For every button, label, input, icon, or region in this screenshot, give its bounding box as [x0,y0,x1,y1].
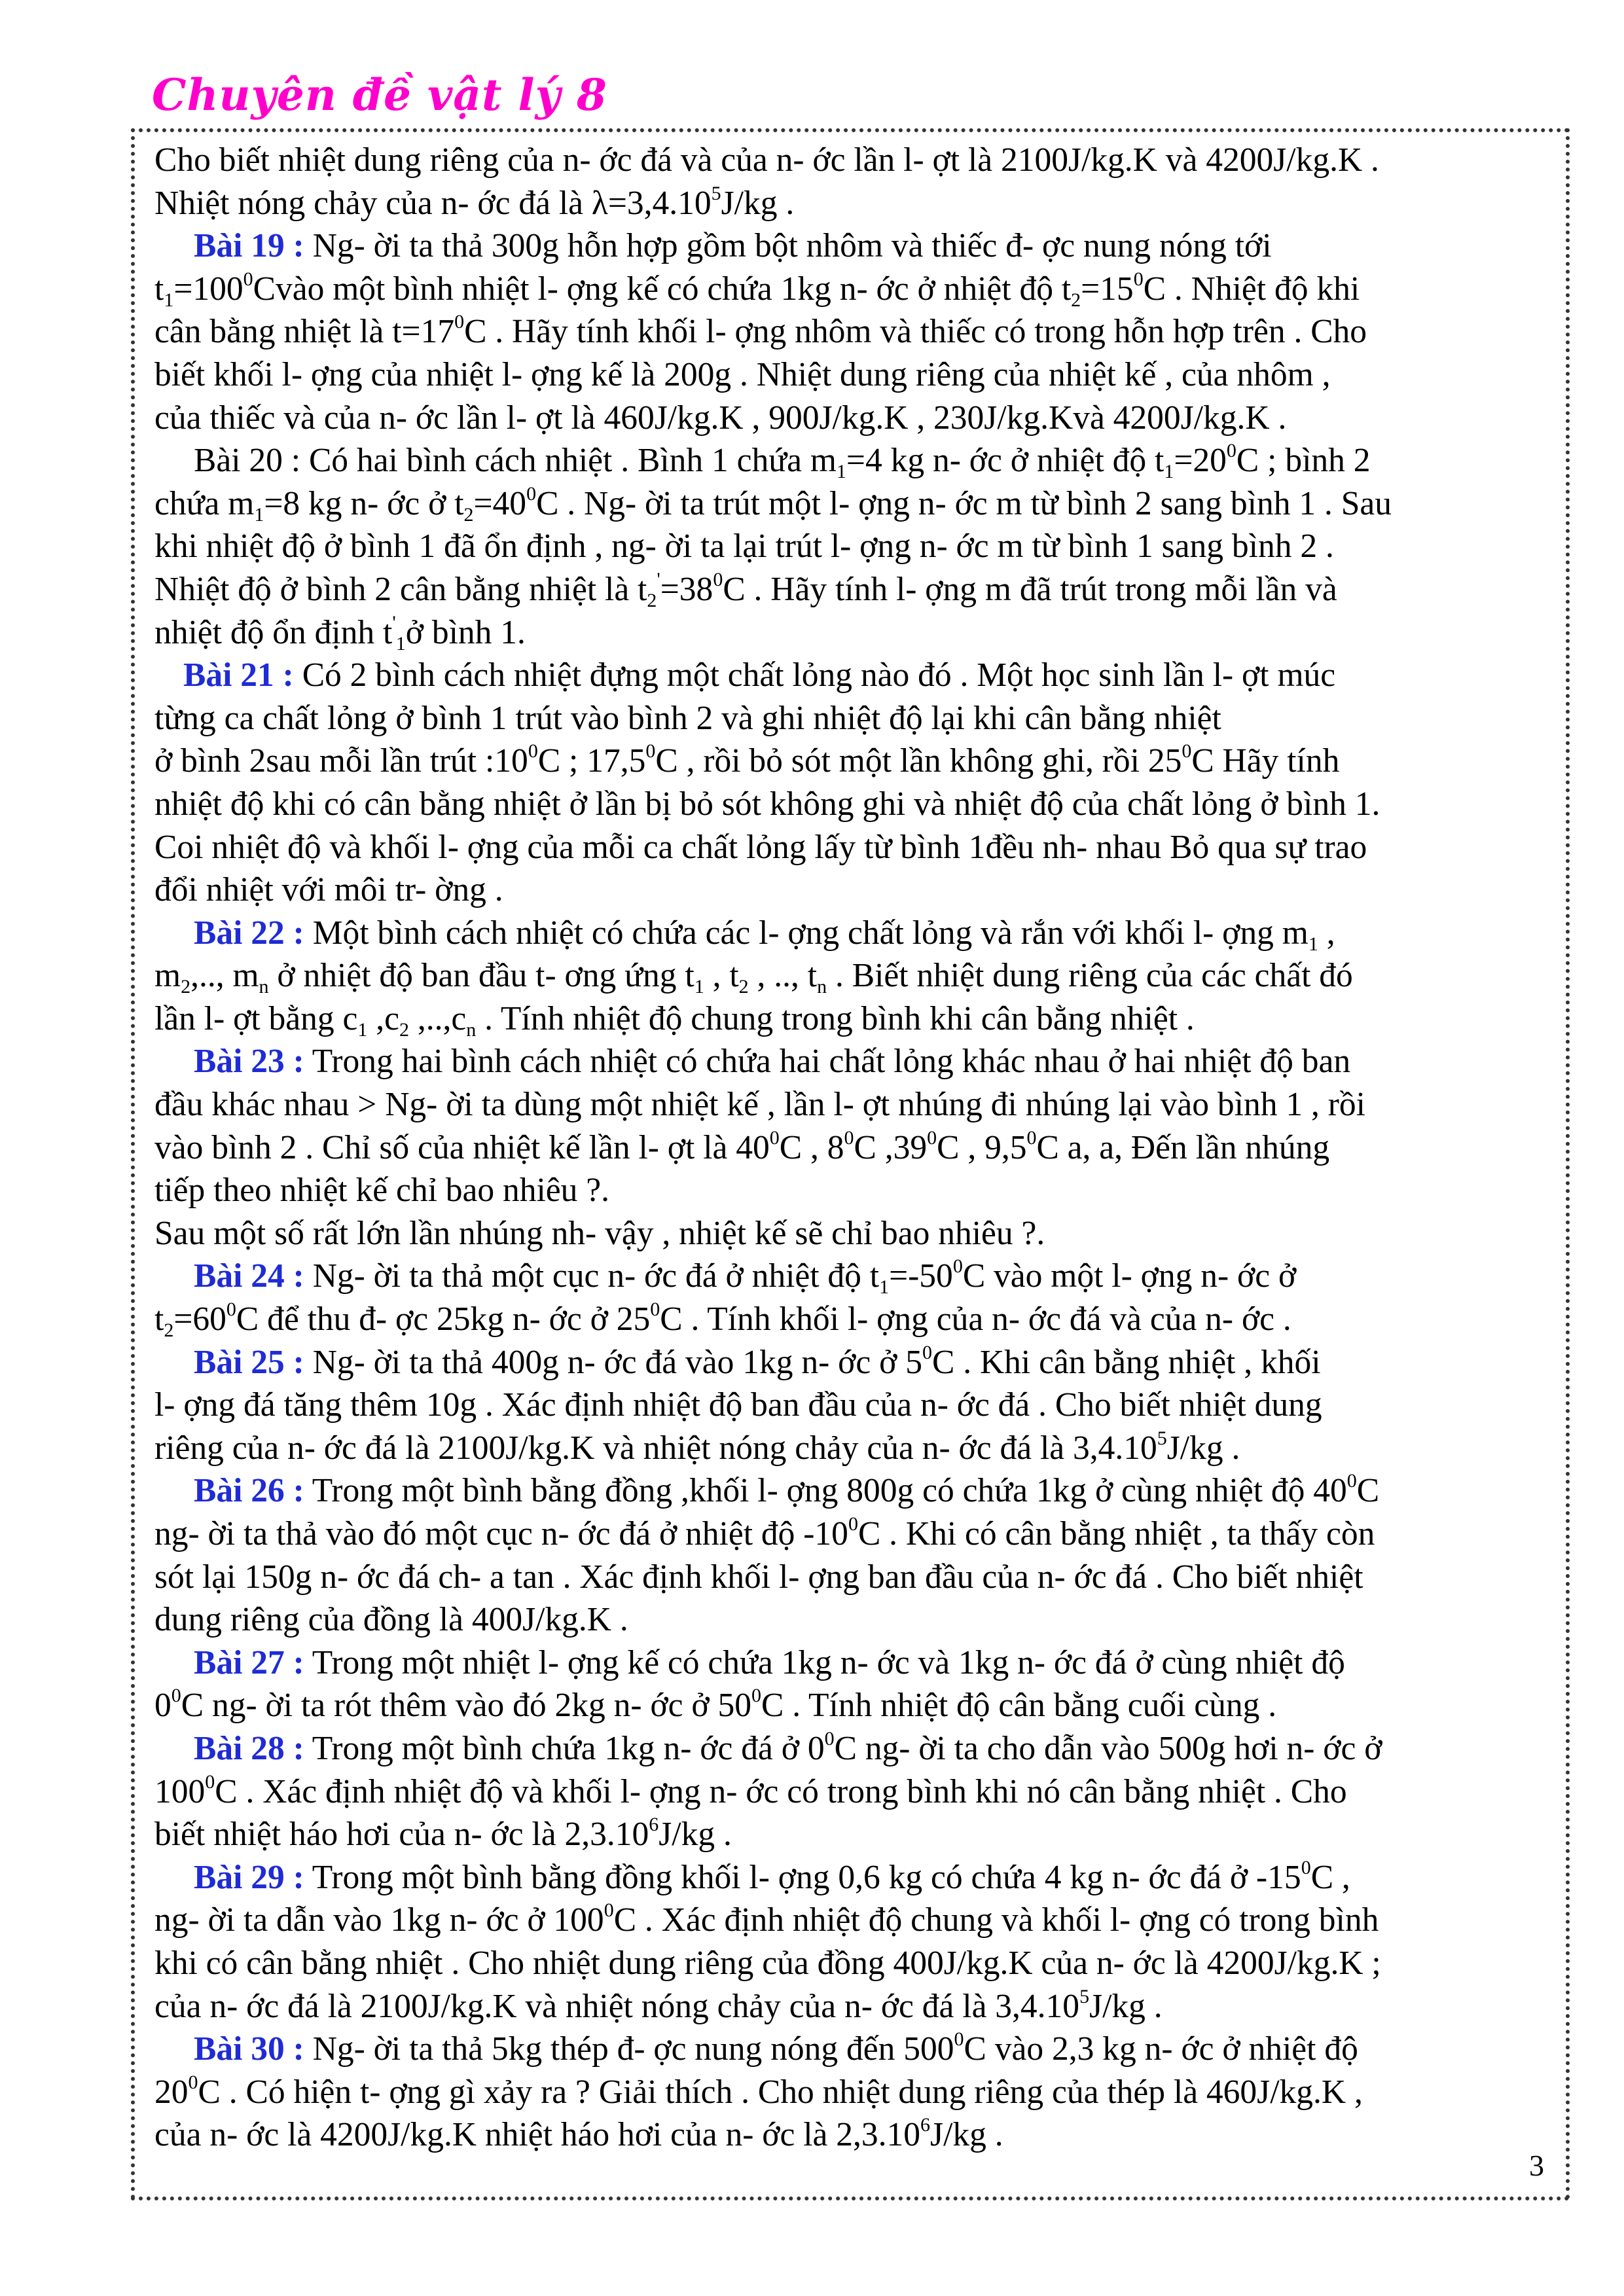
text-line [154,1985,1555,2028]
line-text: của n- ớc là 4200J/kg.K nhiệt háo hơi của n- ớc là 2,3.10$^6$J/kg . [154,2114,1003,2154]
line-text: $t_2=60^0C$ để thu đ- ợc 25kg n- ớc ở $25^0C$ . Tính khối l- ợng của n- ớc đá và của n- ớc . [154,1299,1291,1342]
line-text: nhiệt độ khi có cân bằng nhiệt ở lần bị bỏ sót không ghi và nhiệt độ của chất lỏng ở bình 1. [154,785,1380,823]
line-text: Ng- ời ta thả 5kg thép đ- ợc nung nóng đến $500^0C$ vào 2,3 kg n- ớc ở nhiệt độ [304,2028,1358,2068]
line-text: khi nhiệt độ ở bình 1 đã ổn định , ng- ời ta lại trút l- ợng n- ớc m từ bình 1 sang bình 2 . [154,528,1334,565]
text-line [154,1298,1555,1341]
line-text: Trong một nhiệt l- ợng kế có chứa 1kg n- ớc và 1kg n- ớc đá ở cùng nhiệt độ [304,1643,1345,1681]
exercise-label: Bài 24 : [194,1257,304,1295]
text-line [154,954,1555,997]
line-text: đầu khác nhau > Ng- ời ta dùng một nhiệt kế , lần l- ợt nhúng đi nhúng lại vào bình 1 , rồi [154,1086,1365,1124]
text-line [154,912,1555,955]
text-line [154,1727,1555,1770]
line-text: ng- ời ta thả vào đó một cục n- ớc đá ở nhiệt độ $-10^0C$ . Khi có cân bằng nhiệt , ta thấy còn [154,1513,1375,1552]
text-line [154,1813,1555,1856]
line-text: Ng- ời ta thả một cục n- ớc đá ở nhiệt độ $t_1=-50^0C$ vào một l- ợng n- ớc ở [304,1255,1297,1299]
text-line [154,353,1555,397]
text-line [154,826,1555,869]
text-line [154,397,1555,440]
page-number: 3 [1529,2149,1544,2182]
text-line [154,997,1555,1041]
exercise-label: Bài 23 : [194,1043,304,1081]
text-line [154,654,1555,697]
line-text: Ng- ời ta thả 300g hỗn hợp gồm bột nhôm và thiếc đ- ợc nung nóng tới [304,227,1272,265]
text-line [154,482,1555,526]
text-line [154,1899,1555,1942]
line-text: $100^0C$ . Xác định nhiệt độ và khối l- ợng n- ớc có trong bình khi nó cân bằng nhiệt . Cho [154,1770,1347,1810]
exercise-label: Bài 25 : [194,1343,304,1381]
line-text: Trong hai bình cách nhiệt có chứa hai chất lỏng khác nhau ở hai nhiệt độ ban [304,1043,1351,1081]
text-line [154,2113,1555,2157]
text-line [154,1169,1555,1212]
text-line [154,2028,1555,2071]
exercise-label: Bài 19 : [194,227,304,265]
line-text: Cho biết nhiệt dung riêng của n- ớc đá và của n- ớc lần l- ợt là 2100J/kg.K và 4200J/kg.K . [154,141,1379,179]
text-line [154,224,1555,268]
line-text: biết nhiệt háo hơi của n- ớc là 2,3.10$^6$J/kg . [154,1814,732,1854]
line-text: dung riêng của đồng là 400J/kg.K . [154,1601,628,1639]
text-line [154,310,1555,353]
text-line [154,1556,1555,1599]
text-line [154,740,1555,783]
line-text: $m_2$,.., $m_n$ ở nhiệt độ ban đầu t- ơng ứng $t_1$ , $t_2$ , .., $t_n$ . Biết nhiệt dung riêng của các chất đó [154,957,1353,998]
text-line [154,439,1555,482]
text-line [154,1598,1555,1641]
line-text: vào bình 2 . Chỉ số của nhiệt kế lần l- ợt là $40^0C$ , $8^0C$ $,39^0C$ , $9,5^0C$ a, a, Đến lần nhúng [154,1126,1330,1166]
exercise-label: Bài 22 : [194,914,304,952]
line-text: cân bằng nhiệt là $t=17^0C$ . Hãy tính khối l- ợng nhôm và thiếc có trong hỗn hợp trên . Cho [154,311,1367,351]
line-text: Trong một bình bằng đồng ,khối l- ợng 800g có chứa 1kg ở cùng nhiệt độ $40^0C$ [304,1470,1380,1510]
line-text: tiếp theo nhiệt kế chỉ bao nhiêu ?. [154,1172,610,1210]
line-text: đổi nhiệt với môi tr- ờng . [154,871,503,909]
line-text: $0^0C$ ng- ời ta rót thêm vào đó 2kg n- ớc ở $50^0C$ . Tính nhiệt độ cân bằng cuối cùng . [154,1685,1277,1725]
line-text: $20^0C$ . Có hiện t- ợng gì xảy ra ? Giải thích . Cho nhiệt dung riêng của thép là 460J/kg.K , [154,2071,1363,2111]
line-text: khi có cân bằng nhiệt . Cho nhiệt dung riêng của đồng 400J/kg.K của n- ớc là 4200J/kg.K ; [154,1944,1381,1982]
text-line [154,1384,1555,1427]
line-text: Coi nhiệt độ và khối l- ợng của mỗi ca chất lỏng lấy từ bình 1đều nh- nhau Bỏ qua sự trao [154,828,1367,866]
text-line [154,1255,1555,1298]
text-line [154,1341,1555,1384]
text-line [154,869,1555,912]
line-text: $t_1=100^0Cvào$ một bình nhiệt l- ợng kế có chứa 1kg n- ớc ở nhiệt độ $t_2=15^0C$ . Nhiệt độ khi [154,268,1360,311]
exercise-label: Bài 26 : [194,1472,304,1510]
line-text: của n- ớc đá là 2100J/kg.K và nhiệt nóng chảy của n- ớc đá là 3,4.10$^5$J/kg . [154,1985,1163,2025]
text-line [154,1770,1555,1814]
line-text: chứa $m_1=8$ kg n- ớc ở $t_2=40^0C$ . Ng- ời ta trút một l- ợng n- ớc m từ bình 2 sang bình 1 . Sau [154,482,1392,526]
exercise-label: Bài 27 : [194,1643,304,1681]
line-text: Nhiệt nóng chảy của n- ớc đá là $\lambda=3,4.10^5J/kg$ . [154,182,795,222]
text-line [154,1469,1555,1513]
text-line [154,697,1555,740]
text-line [154,1212,1555,1255]
line-text: ở bình 2sau mỗi lần trút $:10^0C$ ; 17,5$^0$C , rồi bỏ sót một lần không ghi, rồi $25^0C$ Hãy tính [154,740,1340,780]
text-line [154,2071,1555,2114]
line-text: Sau một số rất lớn lần nhúng nh- vậy , nhiệt kế sẽ chỉ bao nhiêu ?. [154,1214,1045,1252]
text-line [154,1040,1555,1083]
text-line [154,1641,1555,1685]
line-text: Trong một bình chứa 1kg n- ớc đá ở $0^0C$ ng- ời ta cho dẫn vào 500g hơi n- ớc ở [304,1727,1382,1767]
line-text: lần l- ợt bằng $c_1$ $,c_2$ $,..,c_n$ . Tính nhiệt độ chung trong bình khi cân bằng nhiệt . [154,999,1195,1041]
line-text: sót lại 150g n- ớc đá ch- a tan . Xác định khối l- ợng ban đầu của n- ớc đá . Cho biết nhiệt [154,1558,1363,1596]
text-line [154,268,1555,311]
text-line [154,1083,1555,1126]
line-text: từng ca chất lỏng ở bình 1 trút vào bình 2 và ghi nhiệt độ lại khi cân bằng nhiệt [154,699,1221,737]
exercise-text-body [154,139,1555,2157]
text-line [154,1684,1555,1727]
line-text: Ng- ời ta thả 400g n- ớc đá vào 1kg n- ớc ở $5^0C$ . Khi cân bằng nhiệt , khối [304,1341,1321,1381]
line-text: Trong một bình bằng đồng khối l- ợng 0,6 kg có chứa 4 kg n- ớc đá ở $-15^0C$ , [304,1856,1350,1896]
line-text: l- ợng đá tăng thêm 10g . Xác định nhiệt độ ban đầu của n- ớc đá . Cho biết nhiệt dung [154,1386,1322,1424]
exercise-label: Bài 29 : [194,1858,304,1896]
text-line [154,182,1555,225]
exercise-label: Bài 28 : [194,1729,304,1767]
text-line [154,611,1555,655]
line-text: riêng của n- ớc đá là 2100J/kg.K và nhiệt nóng chảy của n- ớc đá là 3,4.10$^5$J/kg . [154,1427,1240,1467]
text-line [154,568,1555,611]
exercise-label: Bài 21 : [183,656,294,694]
text-line [154,1942,1555,1985]
line-text: Có 2 bình cách nhiệt đựng một chất lỏng nào đó . Một học sinh lần l- ợt múc [293,656,1336,694]
text-line [154,1513,1555,1556]
line-text: Một bình cách nhiệt có chứa các l- ợng chất lỏng và rắn với khối l- ợng $m_1$ , [304,914,1335,955]
text-line [154,525,1555,568]
exercise-label: Bài 30 : [194,2030,304,2068]
line-text: Nhiệt độ ở bình 2 cân bằng nhiệt là $t_2'=38^0C$ . Hãy tính l- ợng m đã trút trong mỗi lần và [154,568,1337,611]
line-text: biết khối l- ợng của nhiệt l- ợng kế là 200g . Nhiệt dung riêng của nhiệt kế , của nhôm , [154,355,1331,393]
text-line [154,139,1555,182]
line-text: ng- ời ta dẫn vào 1kg n- ớc ở $100^0C$ . Xác định nhiệt độ chung và khối l- ợng có trong bình [154,1899,1379,1939]
text-line [154,783,1555,826]
page-header-title: Chuyên đề vật lý 8 [152,69,607,120]
text-line [154,1427,1555,1470]
line-text: nhiệt độ ổn định $t'_1ở$ bình 1. [154,611,526,655]
line-text: của thiếc và của n- ớc lần l- ợt là 460J/kg.K , 900J/kg.K , 230J/kg.Kvà 4200J/kg.K . [154,399,1287,437]
text-line [154,1126,1555,1170]
line-text: Bài 20 : Có hai bình cách nhiệt . Bình 1 chứa $m_1=4$ kg n- ớc ở nhiệt độ $t_1=20^0C$ ; bình 2 [194,440,1371,483]
text-line [154,1856,1555,1899]
